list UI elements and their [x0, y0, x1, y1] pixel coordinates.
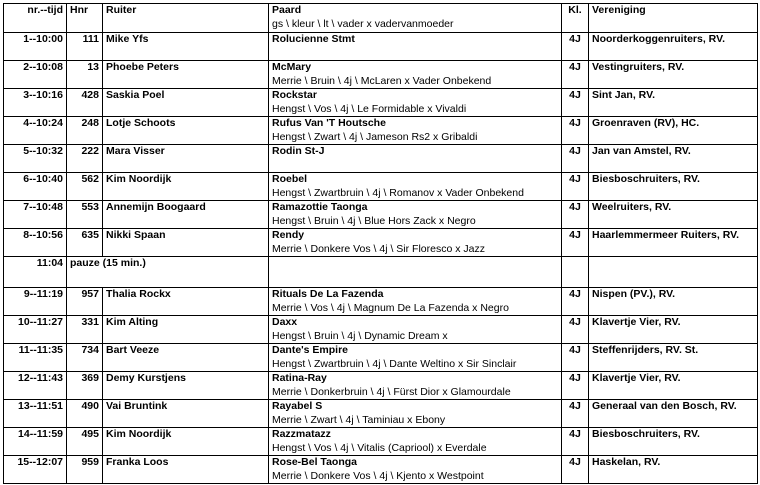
rider-cell: Kim Alting — [103, 316, 269, 344]
club-cell: Groenraven (RV), HC. — [589, 117, 758, 145]
rider-cell: Demy Kurstjens — [103, 372, 269, 400]
table-row — [4, 456, 758, 484]
header-club: Vereniging — [589, 4, 758, 33]
pause-time: 11:04 — [4, 257, 67, 288]
class-cell: 4J — [562, 400, 589, 428]
hnr-cell: 734 — [67, 344, 103, 372]
table-row — [4, 344, 758, 372]
horse-cell — [269, 288, 562, 316]
table-row — [4, 400, 758, 428]
horse-cell — [269, 173, 562, 201]
horse-details: Hengst \ Zwartbruin \ 4j \ Romanov x Vader Onbekend — [272, 186, 524, 199]
club-cell: Klavertje Vier, RV. — [589, 372, 758, 400]
hnr-cell: 957 — [67, 288, 103, 316]
hnr-cell: 635 — [67, 229, 103, 257]
club-cell: Vestingruiters, RV. — [589, 61, 758, 89]
table-row — [4, 89, 758, 117]
hnr-cell: 13 — [67, 61, 103, 89]
hnr-cell: 428 — [67, 89, 103, 117]
class-cell: 4J — [562, 344, 589, 372]
horse-name: Rendy — [272, 229, 305, 241]
rider-cell: Phoebe Peters — [103, 61, 269, 89]
pause-row — [4, 257, 758, 288]
club-cell: Haarlemmermeer Ruiters, RV. — [589, 229, 758, 257]
table-row — [4, 428, 758, 456]
horse-details: Merrie \ Donkere Vos \ 4j \ Sir Floresco x Jazz — [272, 242, 485, 255]
class-cell: 4J — [562, 89, 589, 117]
pause-label: pauze (15 min.) — [67, 257, 269, 288]
class-cell: 4J — [562, 117, 589, 145]
class-cell: 4J — [562, 61, 589, 89]
horse-name: Razzmatazz — [272, 428, 331, 440]
header-rider: Ruiter — [103, 4, 269, 33]
time-cell: 1--10:00 — [4, 33, 67, 61]
horse-name: Daxx — [272, 316, 298, 328]
empty-cell — [269, 257, 562, 288]
table-row — [4, 372, 758, 400]
header-time: nr.--tijd — [4, 4, 67, 33]
horse-name: McMary — [272, 61, 312, 73]
club-cell: Steffenrijders, RV. St. — [589, 344, 758, 372]
time-cell: 7--10:48 — [4, 201, 67, 229]
hnr-cell: 490 — [67, 400, 103, 428]
horse-details: Merrie \ Vos \ 4j \ Magnum De La Fazenda x Negro — [272, 301, 509, 314]
rider-cell: Mara Visser — [103, 145, 269, 173]
time-cell: 4--10:24 — [4, 117, 67, 145]
header-horse-label: Paard — [272, 4, 302, 16]
class-cell: 4J — [562, 201, 589, 229]
hnr-cell: 222 — [67, 145, 103, 173]
horse-details: Hengst \ Vos \ 4j \ Vitalis (Capriool) x Everdale — [272, 441, 487, 454]
hnr-cell: 959 — [67, 456, 103, 484]
hnr-cell: 111 — [67, 33, 103, 61]
start-list-table — [3, 3, 758, 484]
horse-cell — [269, 117, 562, 145]
horse-name: Roebel — [272, 173, 308, 185]
club-cell: Sint Jan, RV. — [589, 89, 758, 117]
header-row — [4, 4, 758, 33]
table-row — [4, 288, 758, 316]
horse-cell — [269, 201, 562, 229]
horse-cell — [269, 428, 562, 456]
horse-details: Merrie \ Bruin \ 4j \ McLaren x Vader Onbekend — [272, 74, 492, 87]
horse-name: Dante's Empire — [272, 344, 349, 356]
rider-cell: Saskia Poel — [103, 89, 269, 117]
time-cell: 3--10:16 — [4, 89, 67, 117]
rider-cell: Kim Noordijk — [103, 428, 269, 456]
horse-details: Hengst \ Zwartbruin \ 4j \ Dante Weltino x Sir Sinclair — [272, 357, 517, 370]
horse-details: Hengst \ Zwart \ 4j \ Jameson Rs2 x Gribaldi — [272, 130, 478, 143]
table-row — [4, 145, 758, 173]
rider-cell: Lotje Schoots — [103, 117, 269, 145]
club-cell: Weelruiters, RV. — [589, 201, 758, 229]
horse-cell — [269, 89, 562, 117]
class-cell: 4J — [562, 372, 589, 400]
time-cell: 6--10:40 — [4, 173, 67, 201]
time-cell: 14--11:59 — [4, 428, 67, 456]
time-cell: 15--12:07 — [4, 456, 67, 484]
horse-details: Merrie \ Zwart \ 4j \ Taminiau x Ebony — [272, 413, 446, 426]
rider-cell: Mike Yfs — [103, 33, 269, 61]
horse-details: Merrie \ Donkerbruin \ 4j \ Fürst Dior x Glamourdale — [272, 385, 511, 398]
header-hnr: Hnr — [67, 4, 103, 33]
horse-name: Rolucienne Stmt — [272, 33, 355, 45]
time-cell: 10--11:27 — [4, 316, 67, 344]
empty-cell — [562, 257, 589, 288]
table-row — [4, 229, 758, 257]
club-cell: Haskelan, RV. — [589, 456, 758, 484]
class-cell: 4J — [562, 288, 589, 316]
rider-cell: Franka Loos — [103, 456, 269, 484]
empty-cell — [589, 257, 758, 288]
hnr-cell: 495 — [67, 428, 103, 456]
class-cell: 4J — [562, 229, 589, 257]
rider-cell: Thalia Rockx — [103, 288, 269, 316]
hnr-cell: 553 — [67, 201, 103, 229]
class-cell: 4J — [562, 456, 589, 484]
horse-cell — [269, 400, 562, 428]
time-cell: 5--10:32 — [4, 145, 67, 173]
table-row — [4, 61, 758, 89]
header-horse-sublabel: gs \ kleur \ lt \ vader x vadervanmoeder — [272, 17, 454, 30]
horse-cell — [269, 229, 562, 257]
horse-name: Rodin St-J — [272, 145, 325, 157]
class-cell: 4J — [562, 145, 589, 173]
horse-name: Rayabel S — [272, 400, 323, 412]
horse-cell — [269, 145, 562, 173]
hnr-cell: 369 — [67, 372, 103, 400]
hnr-cell: 248 — [67, 117, 103, 145]
horse-cell — [269, 372, 562, 400]
class-cell: 4J — [562, 428, 589, 456]
table-row — [4, 173, 758, 201]
time-cell: 11--11:35 — [4, 344, 67, 372]
table-row — [4, 33, 758, 61]
club-cell: Klavertje Vier, RV. — [589, 316, 758, 344]
time-cell: 9--11:19 — [4, 288, 67, 316]
club-cell: Biesboschruiters, RV. — [589, 173, 758, 201]
club-cell: Biesboschruiters, RV. — [589, 428, 758, 456]
header-horse — [269, 4, 562, 33]
time-cell: 8--10:56 — [4, 229, 67, 257]
table-row — [4, 316, 758, 344]
class-cell: 4J — [562, 173, 589, 201]
horse-name: Rockstar — [272, 89, 317, 101]
hnr-cell: 331 — [67, 316, 103, 344]
class-cell: 4J — [562, 33, 589, 61]
horse-name: Rufus Van 'T Houtsche — [272, 117, 386, 129]
club-cell: Generaal van den Bosch, RV. — [589, 400, 758, 428]
time-cell: 13--11:51 — [4, 400, 67, 428]
horse-details: Hengst \ Vos \ 4j \ Le Formidable x Vivaldi — [272, 102, 467, 115]
horse-details: Merrie \ Donkere Vos \ 4j \ Kjento x Westpoint — [272, 469, 484, 482]
horse-name: Ratina-Ray — [272, 372, 327, 384]
horse-details: Hengst \ Bruin \ 4j \ Blue Hors Zack x Negro — [272, 214, 476, 227]
rider-cell: Vai Bruntink — [103, 400, 269, 428]
horse-name: Rituals De La Fazenda — [272, 288, 384, 300]
club-cell: Jan van Amstel, RV. — [589, 145, 758, 173]
horse-details: Hengst \ Bruin \ 4j \ Dynamic Dream x — [272, 329, 448, 342]
club-cell: Nispen (PV.), RV. — [589, 288, 758, 316]
hnr-cell: 562 — [67, 173, 103, 201]
rider-cell: Annemijn Boogaard — [103, 201, 269, 229]
horse-cell — [269, 456, 562, 484]
horse-cell — [269, 33, 562, 61]
rider-cell: Kim Noordijk — [103, 173, 269, 201]
rider-cell: Bart Veeze — [103, 344, 269, 372]
header-kl: Kl. — [562, 4, 589, 33]
rider-cell: Nikki Spaan — [103, 229, 269, 257]
horse-name: Rose-Bel Taonga — [272, 456, 357, 468]
time-cell: 2--10:08 — [4, 61, 67, 89]
horse-cell — [269, 344, 562, 372]
club-cell: Noorderkoggenruiters, RV. — [589, 33, 758, 61]
horse-name: Ramazottie Taonga — [272, 201, 368, 213]
table-row — [4, 117, 758, 145]
time-cell: 12--11:43 — [4, 372, 67, 400]
class-cell: 4J — [562, 316, 589, 344]
horse-cell — [269, 316, 562, 344]
table-row — [4, 201, 758, 229]
horse-cell — [269, 61, 562, 89]
